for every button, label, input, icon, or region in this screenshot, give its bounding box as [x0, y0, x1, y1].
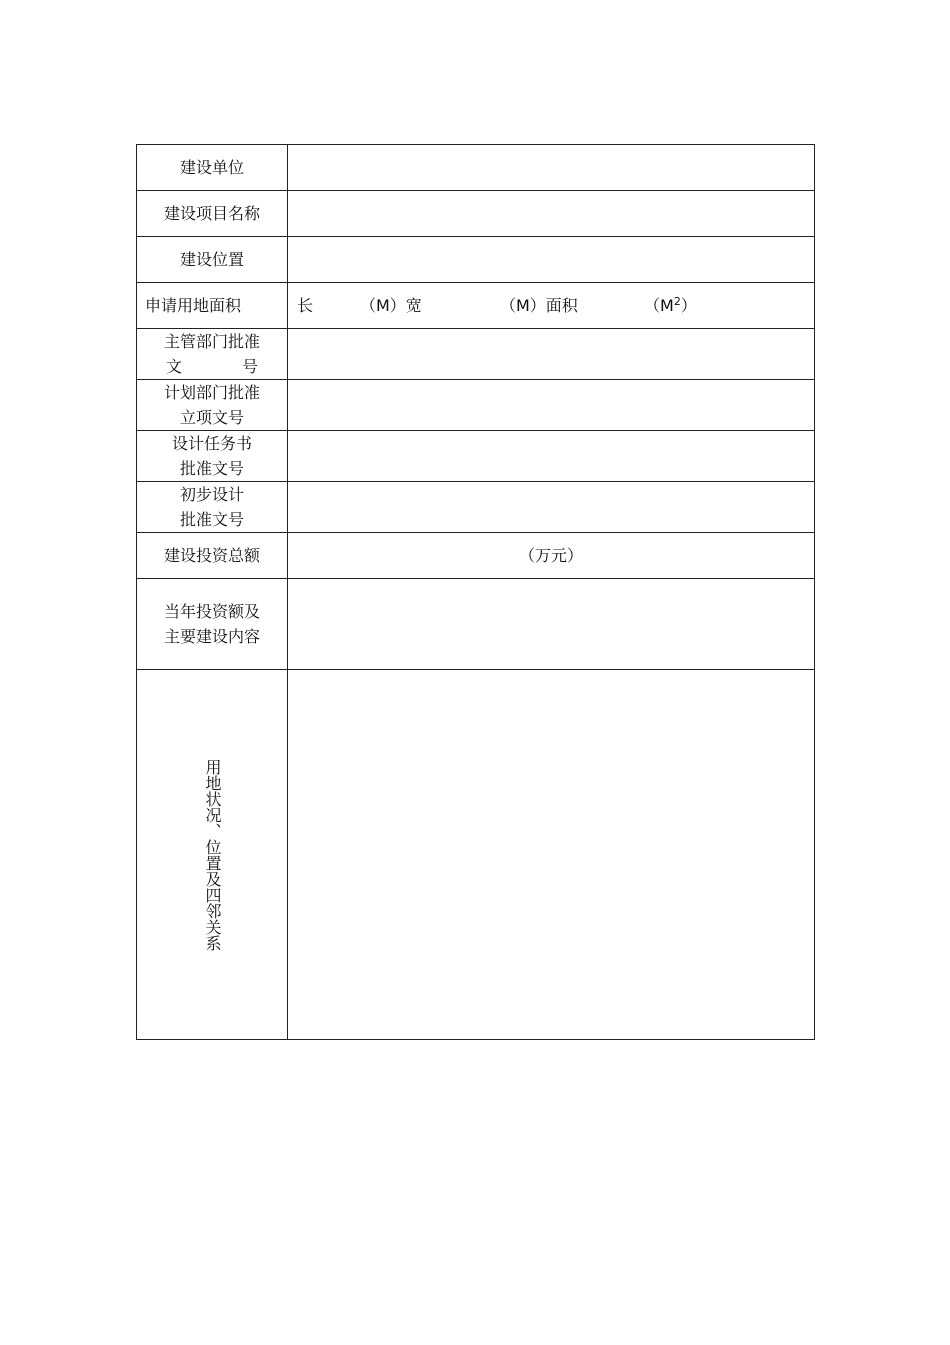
label-location-text: 建设位置: [179, 250, 244, 269]
label-approval-doc-line1: 主管部门批准: [163, 332, 260, 351]
label-preliminary: [137, 482, 288, 533]
label-preliminary-line2: 批准文号: [179, 510, 244, 529]
label-land-status: [137, 670, 288, 1040]
row-investment: [137, 533, 815, 579]
label-annual: [137, 579, 288, 670]
field-unit[interactable]: [288, 145, 815, 191]
label-project-name: [137, 191, 288, 237]
label-design-task-line2: 批准文号: [179, 459, 244, 478]
area-exponent: 2: [673, 295, 681, 308]
field-annual[interactable]: [288, 579, 815, 670]
label-design-task-line1: 设计任务书: [171, 434, 252, 453]
label-land-status-text: 用地状况、位置及四邻关系: [203, 758, 222, 951]
label-approval-doc-line2: 文 号: [166, 357, 258, 376]
area-m-symbol: M: [660, 296, 674, 315]
label-unit-text: 建设单位: [179, 158, 244, 177]
row-unit: [137, 145, 815, 191]
row-land-status: [137, 670, 815, 1040]
label-investment-text: 建设投资总额: [163, 546, 260, 565]
investment-unit: （万元）: [518, 546, 583, 565]
row-plan-doc: [137, 380, 815, 431]
field-area[interactable]: [288, 283, 815, 329]
label-plan-doc-line2: 立项文号: [179, 408, 244, 427]
label-preliminary-line1: 初步设计: [179, 485, 244, 504]
label-annual-line1: 当年投资额及: [163, 602, 260, 621]
land-application-form: [136, 144, 815, 1040]
label-area-text: 申请用地面积: [145, 296, 242, 315]
field-investment[interactable]: [288, 533, 815, 579]
field-design-task[interactable]: [288, 431, 815, 482]
label-location: [137, 237, 288, 283]
label-project-name-text: 建设项目名称: [163, 204, 260, 223]
area-width-label: （M）宽: [360, 296, 422, 315]
row-preliminary: [137, 482, 815, 533]
row-location: [137, 237, 815, 283]
field-location[interactable]: [288, 237, 815, 283]
label-investment: [137, 533, 288, 579]
field-plan-doc[interactable]: [288, 380, 815, 431]
area-length-label: 长: [297, 296, 314, 315]
row-annual: [137, 579, 815, 670]
label-area: [137, 283, 288, 329]
field-preliminary[interactable]: [288, 482, 815, 533]
label-annual-line2: 主要建设内容: [163, 627, 260, 646]
label-plan-doc-line1: 计划部门批准: [163, 383, 260, 402]
label-plan-doc: [137, 380, 288, 431]
area-line: [288, 283, 814, 328]
area-paren-open: （: [644, 296, 661, 315]
row-project-name: [137, 191, 815, 237]
label-design-task: [137, 431, 288, 482]
row-area: [137, 283, 815, 329]
field-land-status[interactable]: [288, 670, 815, 1040]
row-design-task: [137, 431, 815, 482]
area-paren-close: ）: [680, 296, 697, 315]
area-area-label: （M）面积: [500, 296, 578, 315]
area-unit-m2: [644, 293, 697, 318]
label-unit: [137, 145, 288, 191]
field-project-name[interactable]: [288, 191, 815, 237]
row-approval-doc: [137, 329, 815, 380]
label-approval-doc: [137, 329, 288, 380]
field-approval-doc[interactable]: [288, 329, 815, 380]
